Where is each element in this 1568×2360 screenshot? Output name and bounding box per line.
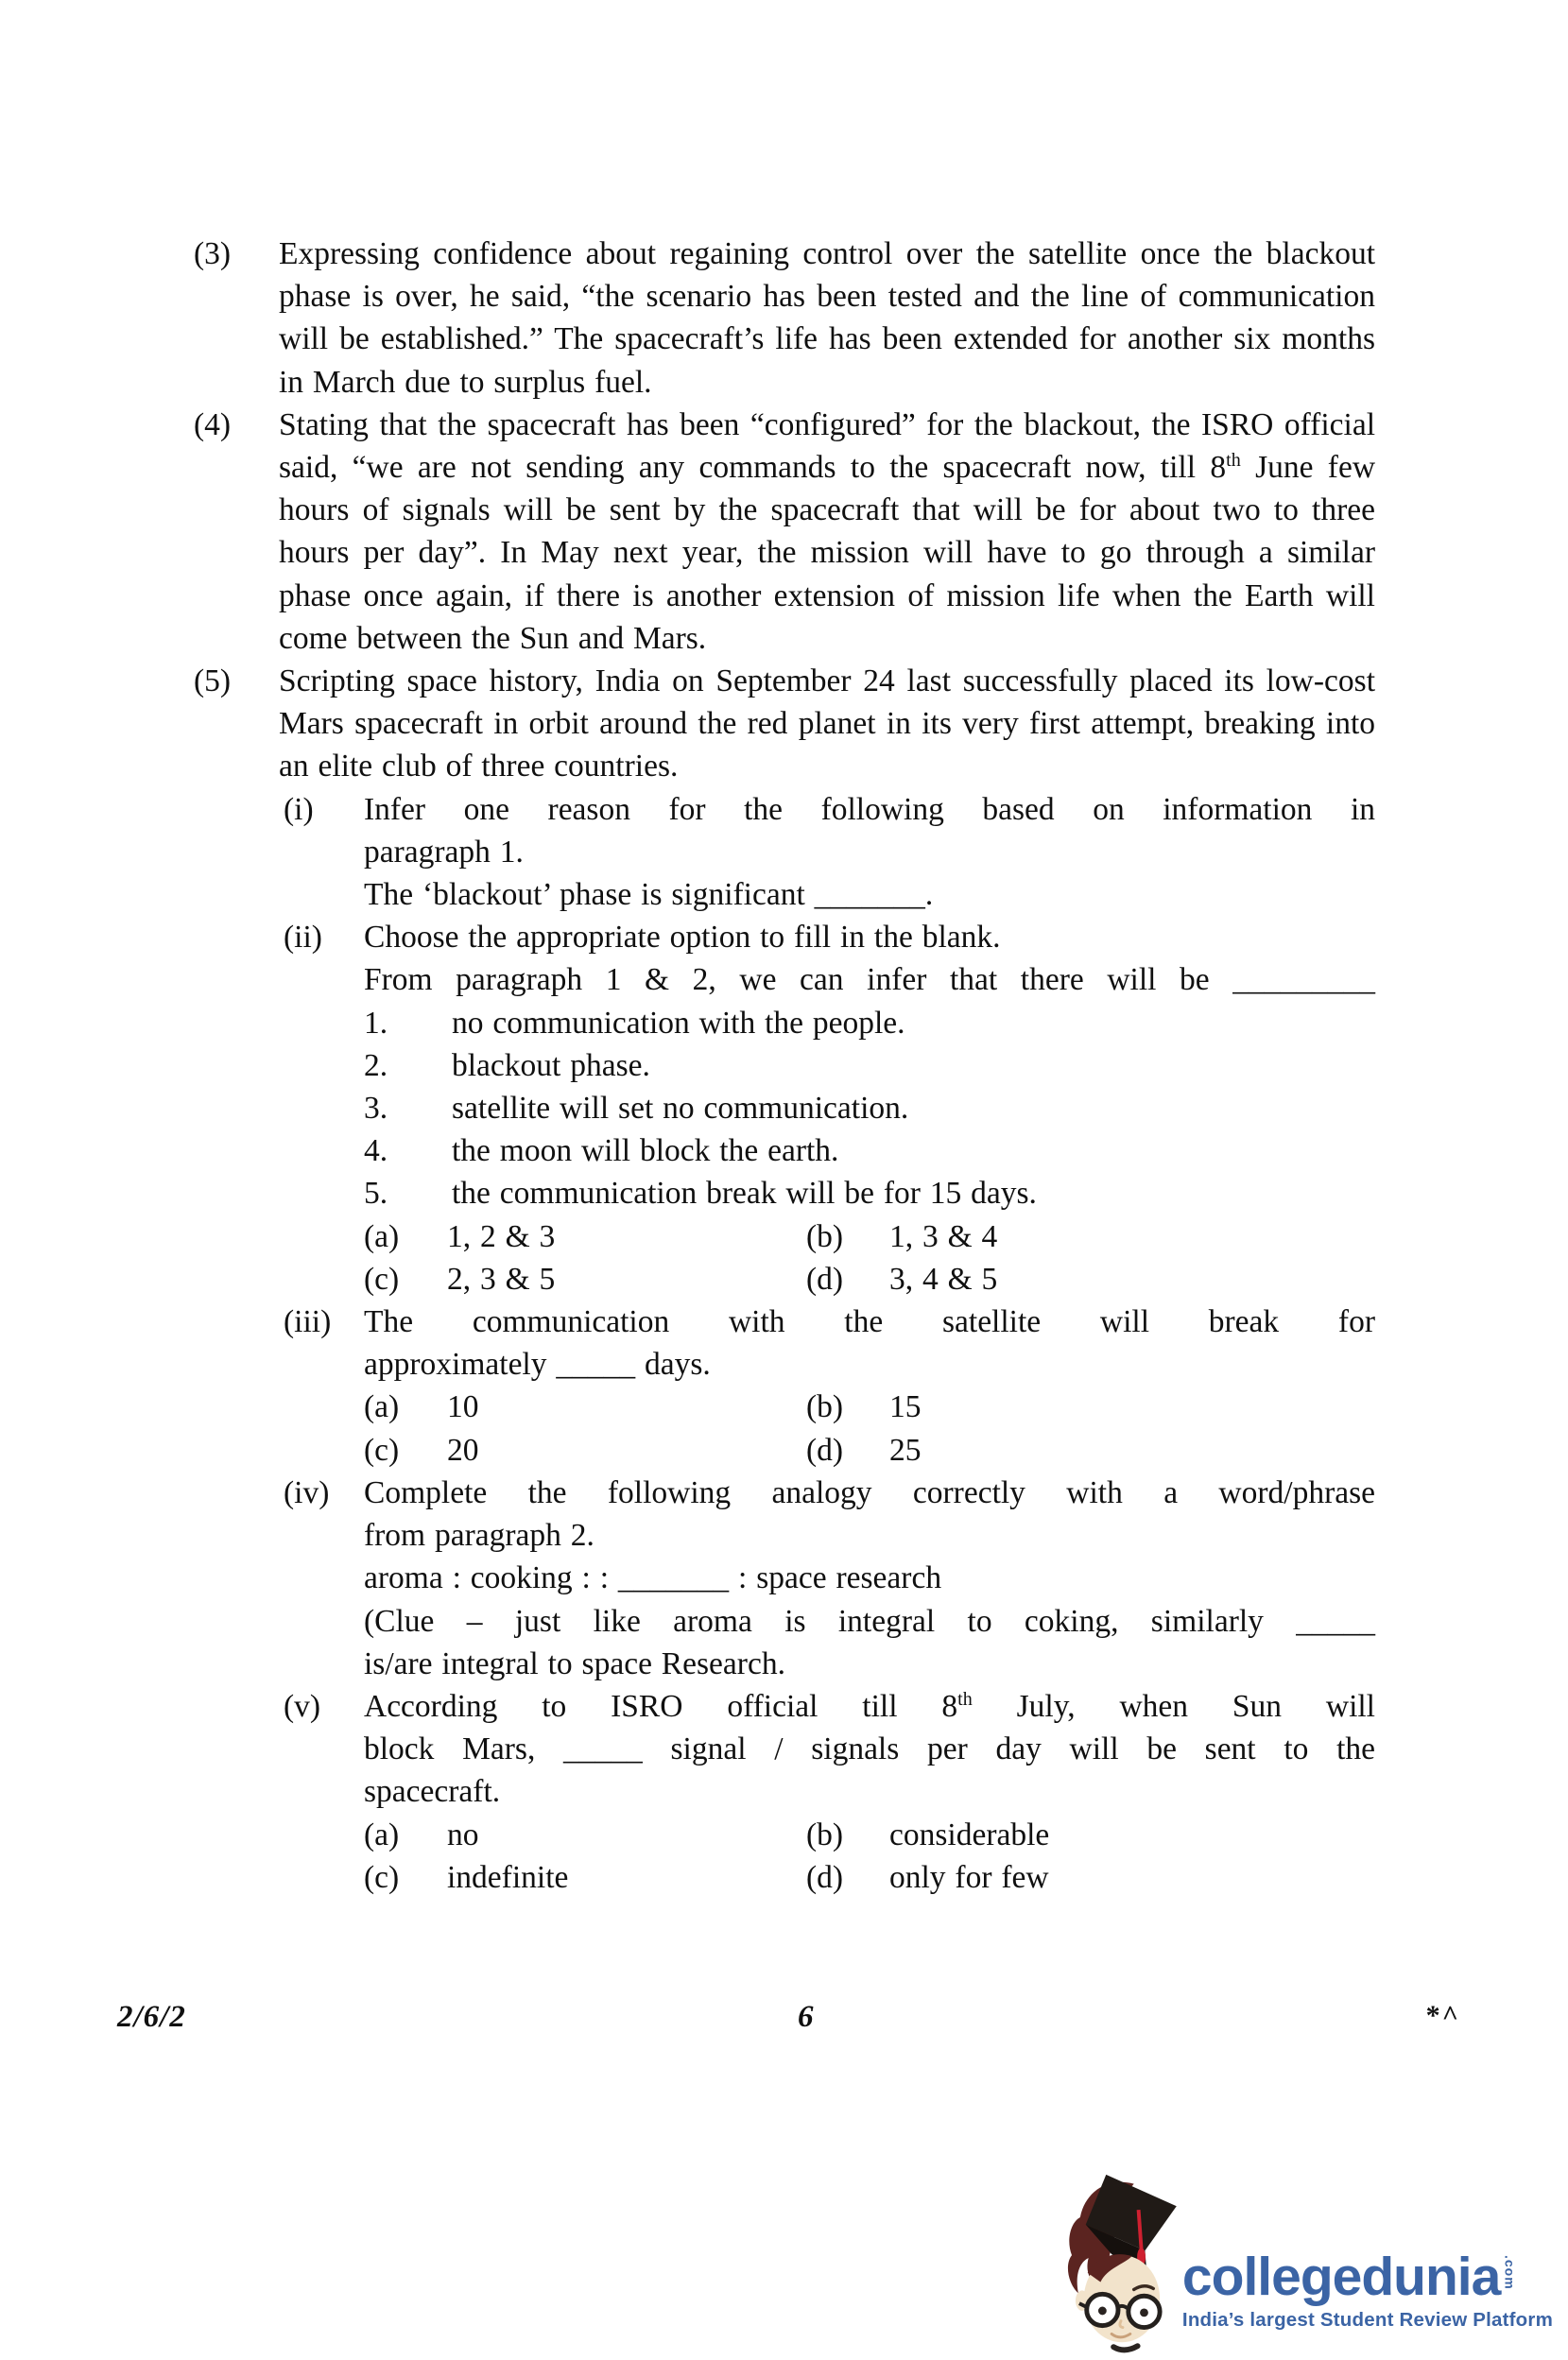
option-b-label: (b) [806, 1389, 844, 1425]
option-b [806, 1215, 1375, 1258]
option-b-text: 15 [889, 1389, 922, 1425]
option-b-label: (b) [806, 1218, 844, 1254]
paragraph-3-text: Expressing confidence about regaining control over the satellite once the blackout phase is over, he said, “the scenario has been tested and the line of communication will be established.” The spacecraft’s life has been extended for another six months in March due to surplus fuel. [279, 236, 1375, 400]
option-c [364, 1429, 806, 1472]
brand-row [1181, 2247, 1553, 2307]
option-d-label: (d) [806, 1859, 844, 1895]
paper-code: 2/6/2 [117, 2000, 186, 2034]
question-ii-options-row-2 [364, 1258, 1375, 1301]
question-iii [284, 1301, 1375, 1472]
list-item-1 [364, 1002, 1375, 1044]
question-iii-options-row-1 [364, 1386, 1375, 1428]
brand-tagline: India’s largest Student Review Platform [1181, 2309, 1553, 2331]
paragraph-3 [194, 233, 1375, 404]
question-iii-body [364, 1301, 1375, 1472]
brand-name: collegedunia [1181, 2247, 1501, 2307]
paragraph-4-number: (4) [194, 406, 232, 442]
page-number: 6 [797, 2000, 815, 2034]
question-i-blank-line: The ‘blackout’ phase is significant _______. [364, 877, 934, 913]
list-item-4 [364, 1129, 1375, 1172]
question-i-line: paragraph 1. [364, 834, 524, 870]
question-i [284, 788, 1375, 917]
question-ii-number: (ii) [284, 920, 322, 956]
option-d [806, 1429, 1375, 1472]
paragraph-5-text: Scripting space history, India on September 24 last successfully placed its low-cost Mars spacecraft in orbit around the red planet in its very first attempt, breaking into an elite club of three countries. [279, 663, 1375, 784]
question-i-body [364, 788, 1375, 917]
question-v [284, 1685, 1375, 1899]
option-a [364, 1215, 806, 1258]
list-item-3 [364, 1087, 1375, 1129]
question-iv-line: from paragraph 2. [364, 1518, 594, 1554]
question-ii-line: Choose the appropriate option to fill in the blank. [364, 920, 1001, 956]
list-item-3-text: satellite will set no communication. [452, 1091, 909, 1127]
question-v-line: According to ISRO official till 8th July, when Sun will [364, 1688, 1375, 1724]
question-iv [284, 1472, 1375, 1685]
logo-text-block [1181, 2247, 1553, 2354]
question-v-options-row-2 [364, 1856, 1375, 1899]
option-d-text: 3, 4 & 5 [889, 1261, 998, 1297]
paragraph-3-number: (3) [194, 236, 232, 271]
question-v-number: (v) [284, 1688, 321, 1724]
paragraph-5 [194, 660, 1375, 788]
list-item-5-number: 5. [364, 1176, 388, 1212]
option-a [364, 1386, 806, 1428]
list-item-2-text: blackout phase. [452, 1047, 650, 1083]
option-a-label: (a) [364, 1389, 400, 1425]
question-iv-body [364, 1472, 1375, 1685]
question-v-line: block Mars, _____ signal / signals per day will be sent to the [364, 1731, 1375, 1767]
question-iv-line: Complete the following analogy correctly with a word/phrase [364, 1474, 1375, 1510]
option-d-label: (d) [806, 1432, 844, 1468]
option-c-label: (c) [364, 1859, 400, 1895]
question-iv-analogy-line: aroma : cooking : : _______ : space research [364, 1560, 942, 1596]
question-ii-blank-line: From paragraph 1 & 2, we can infer that there will be _________ [364, 962, 1375, 998]
option-a-label: (a) [364, 1817, 400, 1852]
list-item-5-text: the communication break will be for 15 days. [452, 1176, 1037, 1212]
option-d-label: (d) [806, 1261, 844, 1297]
paragraph-4 [194, 404, 1375, 660]
option-a-text: 1, 2 & 3 [447, 1218, 556, 1254]
option-d [806, 1856, 1375, 1899]
list-item-5 [364, 1172, 1375, 1214]
paragraph-5-number: (5) [194, 663, 232, 699]
option-b-text: considerable [889, 1817, 1050, 1852]
question-iii-number: (iii) [284, 1304, 332, 1340]
question-iv-clue-line: (Clue – just like aroma is integral to coking, similarly _____ [364, 1603, 1375, 1639]
option-b [806, 1386, 1375, 1428]
option-b-label: (b) [806, 1817, 844, 1852]
option-c-text: indefinite [447, 1859, 569, 1895]
footer-marks: *^ [1425, 2000, 1460, 2031]
question-ii [284, 916, 1375, 1301]
option-a-text: 10 [447, 1389, 479, 1425]
paragraph-4-text: Stating that the spacecraft has been “configured” for the blackout, the ISRO official said, “we are not sending any commands to the spacecraft now, till 8th June few hours of signals will be sent by the spacecraft that will be for about two to three hours per day”. In May next year, the mission will have to go through a similar phase once again, if there is another extension of mission life when the Earth will come between the Sun and Mars. [279, 406, 1376, 656]
option-c-label: (c) [364, 1261, 400, 1297]
option-a [364, 1814, 806, 1856]
option-a-label: (a) [364, 1218, 400, 1254]
question-i-number: (i) [284, 791, 314, 827]
question-iii-options-row-2 [364, 1429, 1375, 1472]
document-content [194, 233, 1375, 1899]
question-iv-clue-line: is/are integral to space Research. [364, 1645, 785, 1681]
list-item-1-text: no communication with the people. [452, 1005, 905, 1041]
list-item-4-text: the moon will block the earth. [452, 1133, 839, 1169]
question-ii-body [364, 916, 1375, 1301]
question-iii-blank-line: approximately _____ days. [364, 1347, 711, 1383]
list-item-4-number: 4. [364, 1133, 388, 1169]
brand-tld: .com [1502, 2255, 1518, 2290]
question-iv-number: (iv) [284, 1474, 330, 1510]
question-v-line: spacecraft. [364, 1774, 501, 1810]
option-c [364, 1258, 806, 1301]
option-a-text: no [447, 1817, 479, 1852]
question-i-line: Infer one reason for the following based on information in [364, 791, 1375, 827]
option-d-text: 25 [889, 1432, 922, 1468]
mascot-icon [1060, 2169, 1180, 2354]
option-c-text: 2, 3 & 5 [447, 1261, 556, 1297]
option-c-label: (c) [364, 1432, 400, 1468]
option-d [806, 1258, 1375, 1301]
page-footer [0, 2000, 1568, 2035]
list-item-1-number: 1. [364, 1005, 388, 1041]
list-item-2 [364, 1044, 1375, 1087]
question-v-options-row-1 [364, 1814, 1375, 1856]
option-b [806, 1814, 1375, 1856]
list-item-2-number: 2. [364, 1047, 388, 1083]
option-d-text: only for few [889, 1859, 1049, 1895]
collegedunia-logo [1060, 2169, 1553, 2354]
option-b-text: 1, 3 & 4 [889, 1218, 998, 1254]
option-c [364, 1856, 806, 1899]
list-item-3-number: 3. [364, 1091, 388, 1127]
option-c-text: 20 [447, 1432, 479, 1468]
question-iii-line: The communication with the satellite will break for [364, 1304, 1375, 1340]
question-ii-options-row-1 [364, 1215, 1375, 1258]
question-v-body [364, 1685, 1375, 1899]
